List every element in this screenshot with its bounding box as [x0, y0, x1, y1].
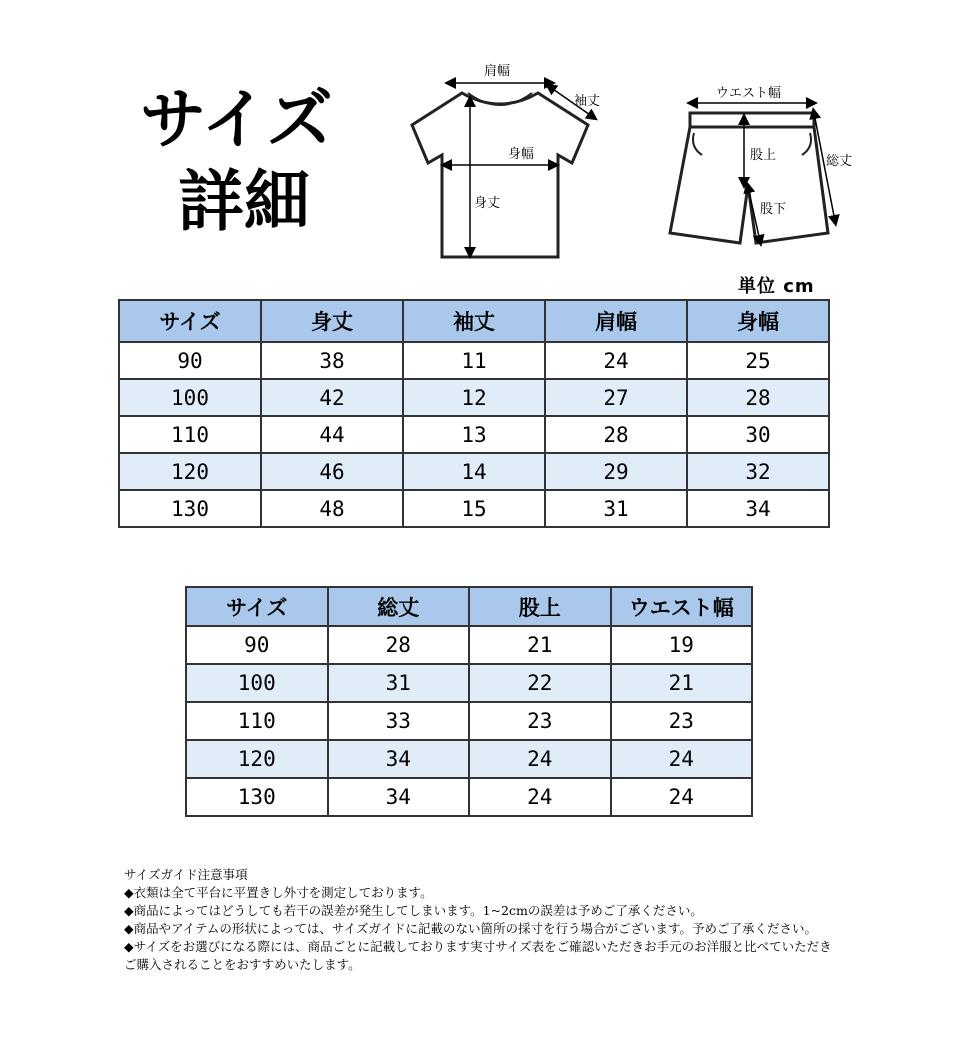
table-cell: 23	[469, 702, 611, 740]
header-cell: サイズ	[119, 300, 261, 342]
table-row	[119, 416, 829, 453]
table-cell: 100	[186, 664, 328, 702]
table-cell: 14	[403, 453, 545, 490]
bottom-size-table	[185, 586, 753, 817]
table-cell: 22	[469, 664, 611, 702]
size-guide-notes	[124, 866, 844, 974]
table-cell: 34	[328, 740, 470, 778]
table-cell: 24	[611, 778, 753, 816]
table-header-row	[186, 587, 752, 626]
table-cell: 27	[545, 379, 687, 416]
table-cell: 33	[328, 702, 470, 740]
table-cell: 24	[469, 740, 611, 778]
table-cell: 110	[186, 702, 328, 740]
tshirt-diagram	[400, 55, 620, 270]
table-cell: 48	[261, 490, 403, 527]
table-cell: 34	[328, 778, 470, 816]
table-cell: 13	[403, 416, 545, 453]
header-cell: 肩幅	[545, 300, 687, 342]
total-label: 総丈	[826, 154, 853, 169]
table-cell: 100	[119, 379, 261, 416]
table-cell: 34	[687, 490, 829, 527]
waist-label: ウエスト幅	[716, 86, 782, 101]
table-cell: 29	[545, 453, 687, 490]
table-cell: 24	[611, 740, 753, 778]
table-cell: 21	[611, 664, 753, 702]
table-cell: 90	[119, 342, 261, 379]
rise-label: 股上	[750, 148, 777, 163]
pants-diagram	[660, 75, 870, 265]
table-header-row	[119, 300, 829, 342]
notes-line: ◆衣類は全て平台に平置きし外寸を測定しております。	[124, 885, 433, 900]
table-cell: 11	[403, 342, 545, 379]
width-label: 身幅	[508, 147, 535, 162]
pants-waistband	[690, 113, 814, 127]
table-row	[186, 702, 752, 740]
table-cell: 32	[687, 453, 829, 490]
table-cell: 120	[119, 453, 261, 490]
top-size-table	[118, 299, 830, 528]
unit-label: 単位 cm	[738, 276, 815, 297]
table-row	[186, 778, 752, 816]
table-row	[119, 342, 829, 379]
notes-line: ◆商品によってはどうしても若干の誤差が発生してしまいます。1~2cmの誤差は予めご了承ください。	[124, 903, 703, 918]
table-cell: 24	[545, 342, 687, 379]
table-cell: 44	[261, 416, 403, 453]
table-cell: 31	[545, 490, 687, 527]
header-cell: 総丈	[328, 587, 470, 626]
table-row	[186, 664, 752, 702]
notes-line: ◆サイズをお選びになる際には、商品ごとに記載しております実寸サイズ表をご確認いただきお手元のお洋服と比べていただきご購入されることをおすすめいたします。	[124, 939, 832, 972]
shoulder-label: 肩幅	[484, 64, 511, 79]
sleeve-label: 袖丈	[574, 94, 601, 109]
header-cell: 身幅	[687, 300, 829, 342]
table-row	[119, 379, 829, 416]
table-cell: 23	[611, 702, 753, 740]
table-cell: 42	[261, 379, 403, 416]
table-row	[119, 490, 829, 527]
table-cell: 120	[186, 740, 328, 778]
table-cell: 12	[403, 379, 545, 416]
title-line-2: 詳細	[178, 162, 310, 240]
header-cell: サイズ	[186, 587, 328, 626]
table-cell: 28	[545, 416, 687, 453]
table-cell: 90	[186, 626, 328, 664]
table-cell: 25	[687, 342, 829, 379]
table-cell: 30	[687, 416, 829, 453]
table-row	[186, 626, 752, 664]
table-cell: 21	[469, 626, 611, 664]
header-cell: 袖丈	[403, 300, 545, 342]
header-cell: 身丈	[261, 300, 403, 342]
table-row	[119, 453, 829, 490]
table-cell: 130	[119, 490, 261, 527]
table-cell: 38	[261, 342, 403, 379]
inseam-label: 股下	[760, 202, 787, 217]
table-cell: 28	[687, 379, 829, 416]
table-row	[186, 740, 752, 778]
header-cell: ウエスト幅	[611, 587, 753, 626]
table-cell: 130	[186, 778, 328, 816]
table-cell: 19	[611, 626, 753, 664]
notes-line: ◆商品やアイテムの形状によっては、サイズガイドに記載のない箇所の採寸を行う場合がございます。予めご了承ください。	[124, 921, 817, 936]
table-cell: 46	[261, 453, 403, 490]
table-cell: 110	[119, 416, 261, 453]
page-title	[140, 78, 333, 242]
length-label: 身丈	[474, 196, 501, 211]
table-cell: 15	[403, 490, 545, 527]
title-line-1: サイズ	[140, 80, 333, 158]
table-cell: 24	[469, 778, 611, 816]
table-cell: 28	[328, 626, 470, 664]
tshirt-outline	[412, 93, 588, 257]
header-cell: 股上	[469, 587, 611, 626]
notes-heading: サイズガイド注意事項	[124, 867, 248, 882]
table-cell: 31	[328, 664, 470, 702]
